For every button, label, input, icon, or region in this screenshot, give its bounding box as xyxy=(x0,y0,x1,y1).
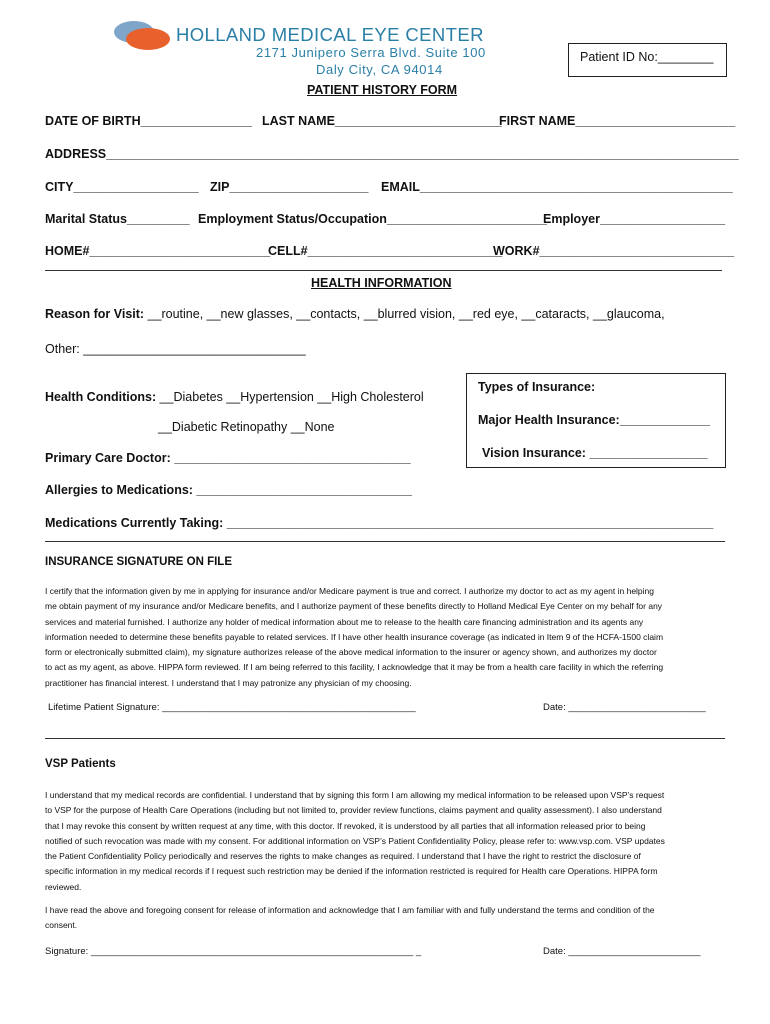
marital-status-field[interactable]: Marital Status_________ xyxy=(45,212,190,226)
vsp-consent-paragraph xyxy=(45,903,730,934)
section-divider xyxy=(45,270,722,271)
insurance-line: I certify that the information given by me in applying for insurance and/or Medicare payment is true and correct. I authorize my doctor to act as my agent in helping xyxy=(45,586,655,596)
primary-care-field[interactable]: Primary Care Doctor: __________________________________ xyxy=(45,451,411,465)
vsp-line: specific information in my medical records if I request such restriction may be denied if the information restricted is required for Health care Operations. HIPPA form xyxy=(45,866,658,877)
insurance-line: to act as my agent, as above. HIPPA form reviewed. If I am being referred to this facility, I acknowledge that it may be from a health care facility in which the referring xyxy=(45,662,664,673)
reason-row xyxy=(45,307,665,321)
vsp-date-field[interactable]: Date: _________________________ xyxy=(543,946,701,957)
vsp-signature-field[interactable]: Signature: _____________________________________________________________ _ xyxy=(45,946,422,957)
vsp-line: the Patient Confidentiality Policy periodically and reserves the rights to make changes as required. I understand that I have the right to restrict the disclosure of xyxy=(45,851,641,862)
conditions-row xyxy=(45,390,424,404)
reason-label: Reason for Visit: xyxy=(45,307,145,321)
clinic-address-line2: Daly City, CA 94014 xyxy=(316,62,443,77)
insurance-line: form or electronically submitted claim), my signature authorizes release of the above medical information to the insurer or agency shown, and authorizes my doctor xyxy=(45,647,657,658)
conditions-label: Health Conditions: xyxy=(45,390,157,404)
vsp-line: notified of such revocation was made with my consent. For additional information on VSP’s Patient Confidentiality Policy, please refer to: www.vsp.com. VSP updates xyxy=(45,835,665,846)
vsp-heading: VSP Patients xyxy=(45,758,116,770)
clinic-logo xyxy=(112,18,174,52)
patient-id-field[interactable]: Patient ID No:________ xyxy=(580,50,714,64)
employer-field[interactable]: Employer__________________ xyxy=(543,212,726,226)
vsp-line: that I may revoke this consent by written request at any time, with this doctor. If revoked, it is understood by all parties that all information released prior to being xyxy=(45,820,646,831)
vsp-consent-line: I have read the above and foregoing consent for release of information and acknowledge that I am familiar with and fully understand the terms and condition of the xyxy=(45,905,655,915)
vsp-paragraph xyxy=(45,788,730,895)
logo-orange-shape xyxy=(126,28,170,50)
conditions-options-2[interactable]: __Diabetic Retinopathy __None xyxy=(158,420,335,434)
other-field[interactable]: Other: ________________________________ xyxy=(45,342,306,356)
insurance-types-title: Types of Insurance: xyxy=(478,380,596,394)
lifetime-signature-field[interactable]: Lifetime Patient Signature: ________________________________________________ xyxy=(48,702,416,713)
health-heading: HEALTH INFORMATION xyxy=(311,276,452,290)
vsp-consent-line: consent. xyxy=(45,920,78,931)
address-field[interactable]: ADDRESS___________________________________________________________________________________________ xyxy=(45,147,739,161)
vsp-line: I understand that my medical records are confidential. I understand that by signing this form I am allowing my medical information to be released upon VSP’s request xyxy=(45,790,665,800)
allergies-field[interactable]: Allergies to Medications: _______________________________ xyxy=(45,483,412,497)
dob-field[interactable]: DATE OF BIRTH________________ xyxy=(45,114,252,128)
insurance-signature-heading: INSURANCE SIGNATURE ON FILE xyxy=(45,556,232,568)
vsp-line: to VSP for the purpose of Health Care Operations (including but not limited to, provider review functions, claims payment and quality assessment). I also understand xyxy=(45,805,662,816)
employment-field[interactable]: Employment Status/Occupation_______________________ xyxy=(198,212,547,226)
vsp-line: reviewed. xyxy=(45,881,82,892)
last-name-field[interactable]: LAST NAME________________________ xyxy=(262,114,502,128)
conditions-options-1[interactable]: __Diabetes __Hypertension __High Cholesterol xyxy=(156,390,424,404)
insurance-paragraph xyxy=(45,584,730,691)
clinic-address-line1: 2171 Junipero Serra Blvd. Suite 100 xyxy=(256,45,486,60)
cell-phone-field[interactable]: CELL#____________________________ xyxy=(268,244,503,258)
city-field[interactable]: CITY__________________ xyxy=(45,180,199,194)
work-phone-field[interactable]: WORK#____________________________ xyxy=(493,244,735,258)
zip-field[interactable]: ZIP____________________ xyxy=(210,180,369,194)
insurance-line: information needed to determine these benefits payable to related services. If I have other health insurance coverage (as indicated in Item 9 of the HCFA-1500 claim xyxy=(45,631,664,642)
clinic-name: HOLLAND MEDICAL EYE CENTER xyxy=(176,24,484,45)
form-title: PATIENT HISTORY FORM xyxy=(307,83,458,97)
insurance-line: practitioner has financial interest. I understand that I may patronize any physician of my choosing. xyxy=(45,677,412,688)
insurance-line: services and material furnished. I authorize any holder of medical information about me to release to the health care financing administration and its agents any xyxy=(45,616,644,627)
insurance-date-field[interactable]: Date: __________________________ xyxy=(543,702,706,713)
reason-options[interactable]: __routine, __new glasses, __contacts, __blurred vision, __red eye, __cataracts, __glaucoma, xyxy=(144,307,665,321)
first-name-field[interactable]: FIRST NAME_______________________ xyxy=(499,114,736,128)
email-field[interactable]: EMAIL_____________________________________________ xyxy=(381,180,733,194)
section-divider-3 xyxy=(45,738,725,739)
major-insurance-field[interactable]: Major Health Insurance:_____________ xyxy=(478,413,711,427)
vision-insurance-field[interactable]: Vision Insurance: _________________ xyxy=(482,446,708,460)
insurance-line: me obtain payment of my insurance and/or Medicare benefits, and I authorize payment of these benefits directly to Holland Medical Eye Center on my behalf for any xyxy=(45,601,663,612)
home-phone-field[interactable]: HOME#__________________________ xyxy=(45,244,271,258)
section-divider-2 xyxy=(45,541,725,542)
medications-field[interactable]: Medications Currently Taking: ______________________________________________________________________ xyxy=(45,516,714,530)
